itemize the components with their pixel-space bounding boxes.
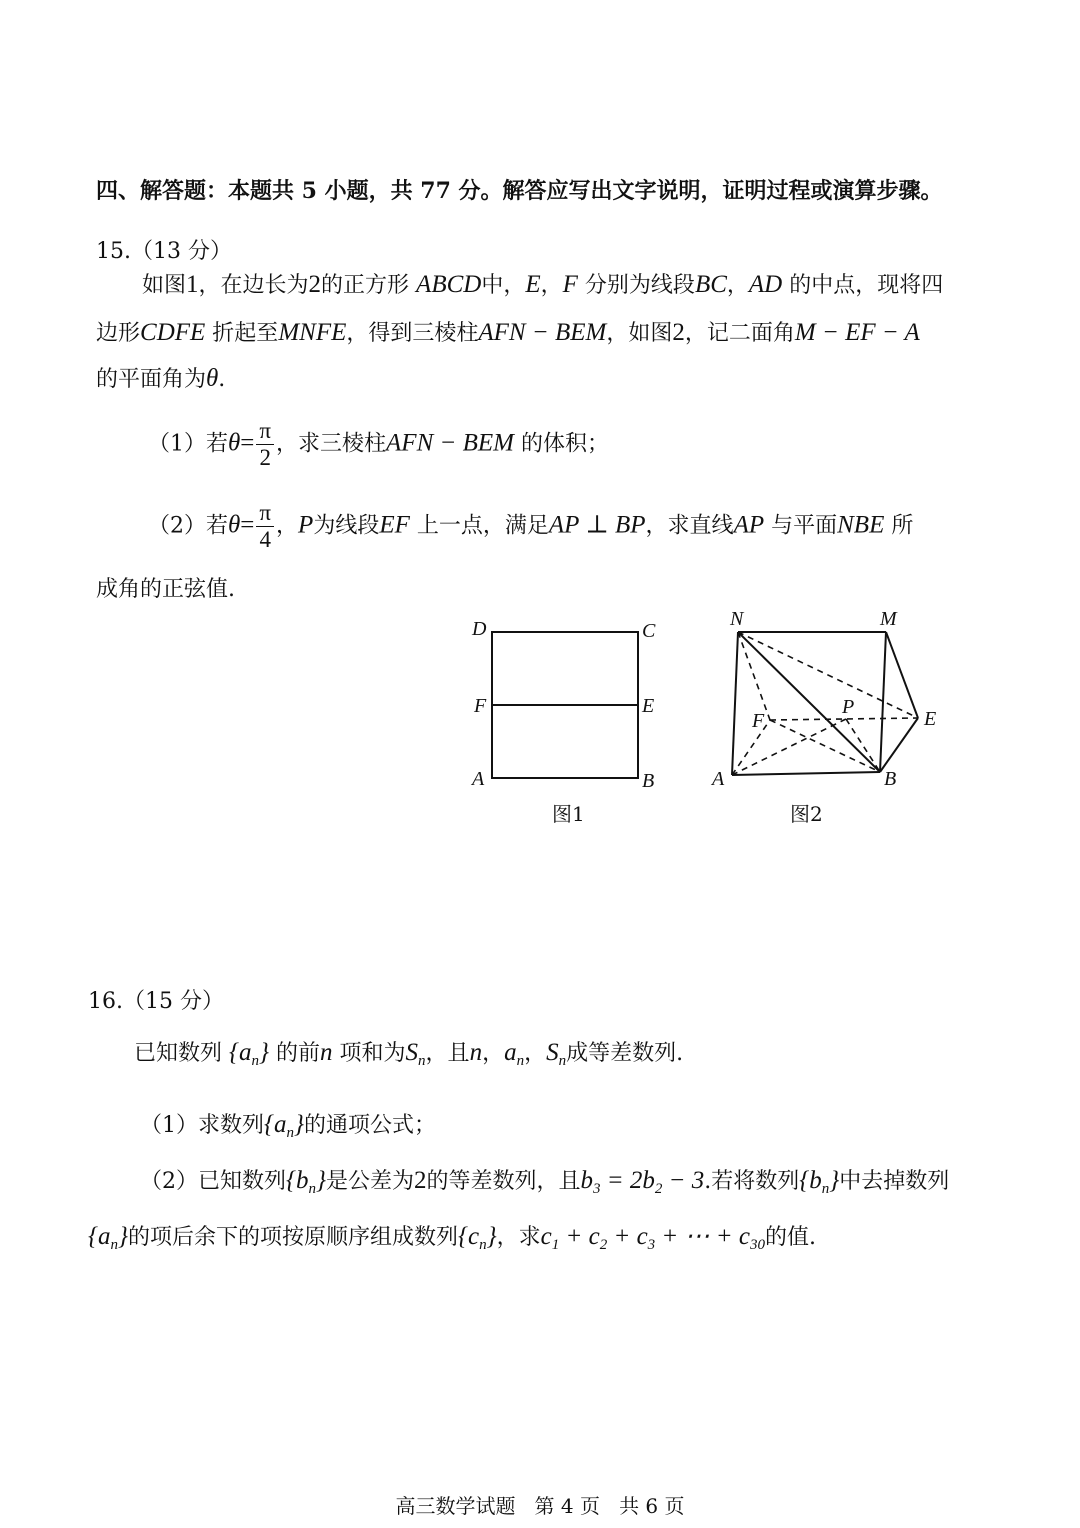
subscript: 3 — [593, 1181, 601, 1197]
fig1-label-a: A — [472, 768, 485, 790]
edge-af-hidden — [732, 720, 770, 775]
seq-open: {a — [229, 1039, 252, 1066]
subq-label: （2）若 — [148, 513, 228, 539]
math-equation — [580, 1167, 705, 1197]
edge-mb — [880, 632, 886, 772]
text: 与平面 — [771, 513, 838, 539]
q16-score: （15 分） — [123, 989, 224, 1014]
var: b — [580, 1167, 594, 1194]
math-seq — [88, 1223, 128, 1253]
math-var: n — [320, 1039, 333, 1066]
fig1-label-d: D — [472, 618, 487, 640]
seq-close: } — [259, 1039, 270, 1066]
fig2-label-n: N — [730, 608, 744, 630]
text: ， — [540, 273, 563, 298]
text: 的前 — [276, 1041, 321, 1066]
var: S — [546, 1039, 559, 1066]
section-heading: 四、解答题：本题共 5 小题，共 77 分。解答应写出文字说明，证明过程或演算步骤。 — [96, 178, 943, 204]
subq-label: （2）已知数列 — [140, 1169, 286, 1194]
seq-open: {b — [799, 1167, 822, 1194]
math-op: = — [240, 429, 255, 457]
subq-label: （1）若 — [148, 431, 228, 457]
text: ， — [726, 273, 749, 298]
fraction-denominator: 4 — [259, 527, 271, 552]
fig1-label-f: F — [474, 695, 487, 717]
subscript: n — [251, 1053, 260, 1069]
math-var: EF — [379, 511, 410, 539]
seq-open: {a — [88, 1223, 111, 1250]
math-expr: AFN − BEM — [386, 429, 514, 457]
text: ，得到三棱柱 — [346, 321, 479, 346]
expr: + c — [559, 1223, 600, 1250]
text: 边形 — [96, 321, 141, 346]
text: ，且 — [425, 1041, 470, 1066]
text: 的通项公式； — [304, 1113, 437, 1138]
math-seq — [799, 1167, 840, 1197]
edge-ap-hidden — [732, 719, 846, 775]
text: 上一点，满足 — [416, 513, 549, 539]
math-expr: M − EF − A — [794, 319, 920, 346]
edge-fb-hidden — [770, 720, 880, 772]
subscript: n — [286, 1125, 294, 1141]
text: ，在边长为 — [198, 273, 309, 298]
fig2-caption: 图2 — [790, 802, 823, 826]
math-var: E — [525, 271, 541, 298]
edge-na — [732, 632, 738, 775]
math-number: 2 — [414, 1167, 427, 1194]
text: 的值. — [765, 1225, 817, 1250]
fig1-label-c: C — [642, 620, 656, 642]
text: ， — [524, 1041, 547, 1066]
text: 为线段 — [313, 513, 380, 539]
subscript: 30 — [750, 1237, 766, 1253]
text: 中去掉数列 — [839, 1169, 950, 1194]
text: 已知数列 — [134, 1041, 223, 1066]
fig2-label-p: P — [842, 696, 855, 718]
edge-nf-hidden — [738, 632, 770, 720]
text: 的平面角为 — [96, 367, 207, 392]
math-var: ABCD — [416, 271, 482, 298]
text: . — [218, 367, 226, 392]
seq-open: {b — [286, 1167, 309, 1194]
subscript: n — [110, 1237, 118, 1253]
text: 分别为线段 — [584, 273, 695, 298]
text: 的等差数列，且 — [426, 1169, 581, 1194]
text: 中， — [481, 273, 526, 298]
math-var: θ — [228, 511, 241, 539]
fig2-label-a: A — [712, 768, 725, 790]
fig2-label-m: M — [880, 608, 897, 630]
var: c — [540, 1223, 552, 1250]
subscript: n — [516, 1053, 525, 1069]
math-var: θ — [228, 429, 241, 457]
text: 的正方形 — [321, 273, 410, 298]
math-var: F — [562, 271, 578, 298]
text: 的中点，现将四 — [789, 273, 944, 298]
fig1-label-b: B — [642, 770, 655, 792]
fig1-caption: 图1 — [552, 802, 585, 826]
q16-header — [88, 984, 224, 1015]
math-expr: AP ⊥ BP — [548, 511, 646, 539]
math-var — [504, 1039, 525, 1069]
text: ， — [482, 1041, 505, 1066]
math-seq — [286, 1167, 326, 1197]
fraction-numerator: π — [256, 500, 274, 527]
text: ，记二面角 — [684, 321, 795, 346]
fig2-label-e: E — [924, 708, 937, 730]
text: ，求三棱柱 — [276, 431, 387, 457]
subscript: 2 — [599, 1237, 608, 1253]
seq-close: } — [316, 1167, 326, 1194]
text: 折起至 — [212, 321, 279, 346]
text: ，如图 — [606, 321, 673, 346]
expr: − 3 — [662, 1167, 705, 1194]
math-var: NBE — [837, 511, 885, 539]
subscript: n — [479, 1237, 487, 1253]
text: 项和为 — [339, 1041, 406, 1066]
edge-nb — [738, 632, 880, 772]
var: S — [405, 1039, 419, 1066]
q16-para — [134, 1036, 683, 1070]
math-var: P — [298, 511, 314, 539]
edge-ab — [732, 772, 880, 775]
math-seq — [264, 1111, 304, 1141]
text: 所 — [891, 513, 914, 539]
fraction-numerator: π — [256, 418, 274, 445]
subq-label: （1）求数列 — [140, 1113, 264, 1138]
q15-score: （13 分） — [131, 239, 232, 264]
math-var: θ — [206, 365, 219, 392]
math-op: = — [240, 511, 255, 539]
text: ，求 — [496, 1225, 541, 1250]
seq-close: } — [294, 1111, 304, 1138]
seq-close: } — [486, 1223, 497, 1250]
math-expr: AFN − BEM — [478, 319, 607, 346]
math-var: n — [469, 1039, 483, 1066]
text: ， — [276, 513, 299, 539]
q15-number: 15. — [96, 239, 131, 264]
text: .若将数列 — [704, 1169, 800, 1194]
q15-subq2-cont: 成角的正弦值. — [96, 577, 235, 602]
math-number: 1 — [186, 271, 199, 298]
subscript: n — [558, 1053, 567, 1069]
seq-open: {a — [264, 1111, 287, 1138]
text: 是公差为 — [326, 1169, 415, 1194]
math-var: BC — [694, 271, 727, 298]
text: 如图 — [142, 273, 187, 298]
subscript: 1 — [551, 1237, 560, 1253]
subscript: 2 — [654, 1181, 663, 1197]
fraction-denominator: 2 — [259, 445, 271, 470]
math-var: CDFE — [140, 319, 206, 346]
math-var — [405, 1039, 426, 1069]
subscript: n — [821, 1181, 830, 1197]
subscript: n — [308, 1181, 316, 1197]
math-var: AP — [733, 511, 765, 539]
expr: = 2b — [600, 1167, 655, 1194]
math-number: 2 — [672, 319, 685, 346]
var: a — [504, 1039, 517, 1066]
text: 的项后余下的项按原顺序组成数列 — [128, 1225, 459, 1250]
seq-close: } — [118, 1223, 128, 1250]
math-seq — [458, 1223, 497, 1253]
text: 的体积； — [521, 431, 610, 457]
seq-close: } — [829, 1167, 840, 1194]
expr: + c — [607, 1223, 648, 1250]
expr: + ⋯ + c — [655, 1223, 751, 1250]
fig2-label-f: F — [752, 710, 765, 732]
edge-eb — [880, 718, 918, 772]
subscript: 3 — [647, 1237, 656, 1253]
math-seq — [229, 1039, 270, 1069]
math-sum — [540, 1223, 766, 1253]
text: 成等差数列. — [566, 1041, 684, 1066]
q16-subq1 — [140, 1108, 436, 1142]
seq-open: {c — [458, 1223, 480, 1250]
fig2-label-b: B — [884, 768, 897, 790]
fig1-label-e: E — [642, 695, 655, 717]
q16-subq2 — [140, 1164, 949, 1198]
subscript: n — [418, 1053, 426, 1069]
math-var — [546, 1039, 567, 1069]
math-var: MNFE — [278, 319, 347, 346]
math-number: 2 — [308, 271, 322, 298]
math-var: AD — [748, 271, 783, 298]
text: ，求直线 — [645, 513, 734, 539]
q16-number: 16. — [88, 989, 123, 1014]
page-footer: 高三数学试题 第 4 页 共 6 页 — [395, 1494, 685, 1518]
q16-subq2-cont — [88, 1220, 816, 1254]
